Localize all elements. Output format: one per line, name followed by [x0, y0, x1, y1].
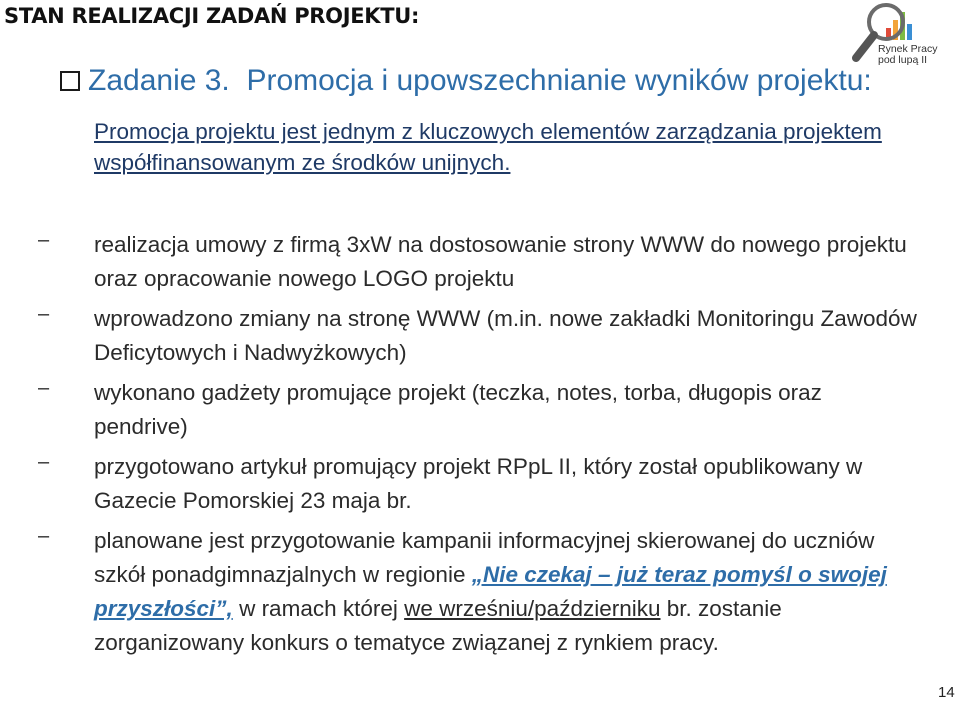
list-item-text: realizacja umowy z firmą 3xW na dostosowanie strony WWW do nowego projektu oraz opracowanie nowego LOGO projektu — [94, 232, 907, 291]
dash-bullet-icon: – — [38, 377, 50, 399]
logo-caption-line1: Rynek Pracy — [878, 43, 938, 55]
list-item — [38, 450, 918, 518]
dash-bullet-icon: – — [38, 451, 50, 473]
list-item-text: wykonano gadżety promujące projekt (teczka, notes, torba, długopis oraz pendrive) — [94, 380, 822, 439]
campaign-text-part3: br. zostanie zorganizowany konkurs o tematyce związanej z rynkiem pracy. — [94, 596, 782, 655]
campaign-date: we wrześniu/październiku — [404, 596, 661, 621]
campaign-slogan: „Nie czekaj – już teraz pomyśl o swojej przyszłości”, — [94, 562, 887, 621]
logo-caption-line2: pod lupą II — [878, 54, 928, 66]
slide-header: STAN REALIZACJI ZADAŃ PROJEKTU: — [4, 4, 420, 28]
campaign-text-part2: w ramach której — [232, 596, 405, 621]
logo-caption — [878, 44, 958, 66]
dash-bullet-icon: – — [38, 229, 50, 251]
dash-bullet-icon: – — [38, 303, 50, 325]
task-heading — [60, 64, 872, 98]
bullet-list — [38, 228, 918, 666]
page-number: 14 — [938, 684, 955, 701]
list-item — [38, 302, 918, 370]
dash-bullet-icon: – — [38, 525, 50, 547]
task-prefix: Zadanie 3. — [88, 64, 230, 97]
list-item — [38, 228, 918, 296]
campaign-text-part1: planowane jest przygotowanie kampanii informacyjnej skierowanej do uczniów szkół ponadgimnazjalnych w regionie — [94, 528, 875, 587]
task-intro: Promocja projektu jest jednym z kluczowych elementów zarządzania projektem współfinansowanym ze środków unijnych. — [94, 119, 882, 175]
list-item — [38, 376, 918, 444]
list-item-text: przygotowano artykuł promujący projekt RPpL II, który został opublikowany w Gazecie Pomorskiej 23 maja br. — [94, 454, 863, 513]
checkbox-bullet-icon — [60, 71, 80, 91]
list-item-text: wprowadzono zmiany na stronę WWW (m.in. nowe zakładki Monitoringu Zawodów Deficytowych i Nadwyżkowych) — [94, 306, 917, 365]
task-title: Promocja i upowszechnianie wyników projektu: — [246, 64, 872, 97]
list-item-campaign — [38, 524, 918, 660]
